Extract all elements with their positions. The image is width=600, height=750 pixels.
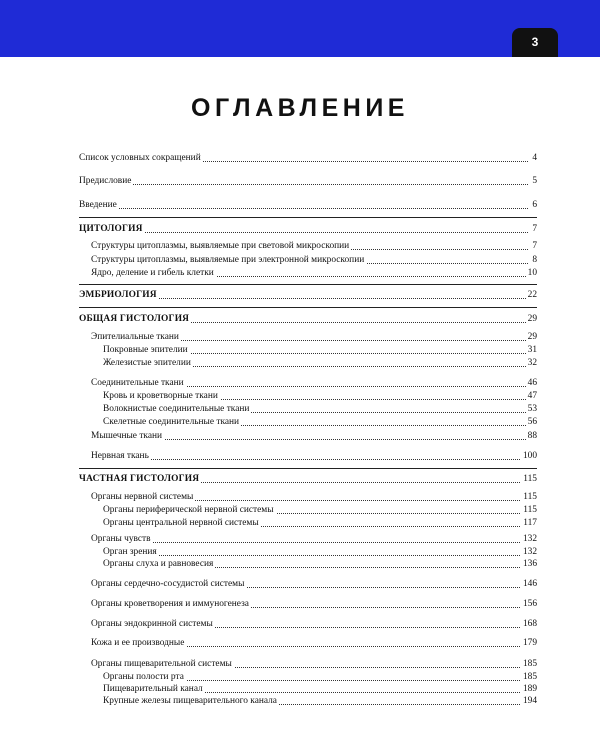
toc-page-number: 168: [522, 619, 537, 629]
toc-entry: [0, 657, 600, 671]
toc-page-number: 185: [522, 659, 537, 669]
toc-page-number: 4: [532, 153, 537, 163]
toc-entry: [0, 389, 600, 403]
page-title: ОГЛАВЛЕНИЕ: [191, 94, 409, 122]
toc-section-label: ОБЩАЯ ГИСТОЛОГИЯ: [79, 314, 190, 324]
toc-page-number: 115: [523, 492, 537, 502]
toc-page-number: 53: [527, 404, 537, 414]
toc-page-number: 194: [522, 696, 537, 706]
toc-entry-label: Органы кроветворения и иммуногенеза: [91, 599, 249, 609]
toc-entry: [0, 415, 600, 429]
section-divider: [79, 284, 537, 285]
toc-entry: [0, 636, 600, 650]
toc-entry-label: Крупные железы пищеварительного канала: [103, 696, 277, 706]
toc-page-number: 31: [527, 345, 537, 355]
toc-entry-label: Органы нервной системы: [91, 492, 194, 502]
toc-entry-label: Орган зрения: [103, 547, 157, 557]
toc-entry: [0, 597, 600, 611]
toc-entry-label: Нервная ткань: [91, 451, 149, 461]
toc-entry-label: Органы центральной нервной системы: [103, 518, 259, 528]
toc-entry: [0, 532, 600, 546]
toc-page-number: 32: [527, 358, 537, 368]
toc-entry-label: Покровные эпителии: [103, 345, 188, 355]
toc-entry-label: Скелетные соединительные ткани: [103, 417, 240, 427]
toc-page-number: 115: [523, 505, 537, 515]
toc-section-heading: [0, 312, 600, 326]
toc-entry: [0, 402, 600, 416]
section-divider: [79, 468, 537, 469]
toc-page-number: 29: [527, 332, 537, 342]
toc-page-number: 146: [522, 579, 537, 589]
toc-section-label: ЦИТОЛОГИЯ: [79, 224, 143, 234]
dot-leader: [82, 208, 528, 209]
dot-leader: [94, 459, 528, 460]
section-divider: [79, 217, 537, 218]
toc-entry: [0, 266, 600, 280]
toc-page-number: 156: [522, 599, 537, 609]
toc-entry: [0, 503, 600, 517]
toc-page-number: 115: [523, 474, 537, 484]
toc-entry-label: Пищеварительный канал: [103, 684, 203, 694]
toc-page-number: 179: [522, 638, 537, 648]
toc-entry-label: Структуры цитоплазмы, выявляемые при электронной микроскопии: [91, 255, 365, 265]
toc-entry-label: Структуры цитоплазмы, выявляемые при световой микроскопии: [91, 241, 350, 251]
toc-page-number: 132: [522, 547, 537, 557]
toc-entry: [0, 239, 600, 253]
toc-entry-label: Органы полости рта: [103, 672, 184, 682]
toc-entry-label: Кожа и ее производные: [91, 638, 185, 648]
toc-entry-label: Органы пищеварительной системы: [91, 659, 232, 669]
toc-page-number: 100: [522, 451, 537, 461]
toc-page-number: 8: [532, 255, 537, 265]
dot-leader: [106, 555, 528, 556]
toc-page-number: 46: [527, 378, 537, 388]
toc-page-number: 7: [532, 241, 537, 251]
toc-entry-label: Ядро, деление и гибель клетки: [91, 268, 214, 278]
toc-entry-label: Список условных сокращений: [79, 153, 201, 163]
toc-page-number: 22: [527, 290, 537, 300]
toc-section-heading: [0, 472, 600, 486]
toc-entry: [0, 617, 600, 631]
toc-page-number: 189: [522, 684, 537, 694]
dot-leader: [82, 232, 528, 233]
toc-entry-label: Волокнистые соединительные ткани: [103, 404, 250, 414]
toc-entry-label: Органы сердечно-сосудистой системы: [91, 579, 245, 589]
toc-entry-label: Мышечные ткани: [91, 431, 163, 441]
toc-entry-label: Органы периферической нервной системы: [103, 505, 274, 515]
toc-entry: [0, 356, 600, 370]
toc-page-number: 136: [522, 559, 537, 569]
toc-page-number: 117: [523, 518, 537, 528]
toc-entry: [0, 330, 600, 344]
dot-leader: [82, 184, 528, 185]
page-number-tab: 3: [512, 28, 558, 57]
toc-entry: [0, 174, 600, 188]
toc-page-number: 47: [527, 391, 537, 401]
toc-entry: [0, 557, 600, 571]
toc-entry-label: Предисловие: [79, 176, 132, 186]
toc-section-heading: [0, 288, 600, 302]
toc-entry-label: Органы чувств: [91, 534, 151, 544]
toc-entry: [0, 516, 600, 530]
toc-entry-label: Кровь и кроветворные ткани: [103, 391, 218, 401]
toc-entry: [0, 376, 600, 390]
toc-entry: [0, 198, 600, 212]
toc-page-number: 6: [532, 200, 537, 210]
toc-entry: [0, 694, 600, 708]
toc-entry-label: Эпителиальные ткани: [91, 332, 179, 342]
toc-page-number: 88: [527, 431, 537, 441]
toc-page-number: 132: [522, 534, 537, 544]
toc-entry: [0, 449, 600, 463]
toc-entry: [0, 151, 600, 165]
toc-page-number: 10: [527, 268, 537, 278]
toc-entry: [0, 429, 600, 443]
toc-entry-label: Органы слуха и равновесия: [103, 559, 214, 569]
toc-entry-label: Железистые эпителии: [103, 358, 191, 368]
dot-leader: [94, 542, 528, 543]
toc-entry: [0, 253, 600, 267]
toc-entry: [0, 343, 600, 357]
toc-entry: [0, 577, 600, 591]
toc-page-number: 185: [522, 672, 537, 682]
toc-page-number: 7: [532, 224, 537, 234]
toc-entry-label: Введение: [79, 200, 117, 210]
toc-section-label: ЭМБРИОЛОГИЯ: [79, 290, 157, 300]
toc-entry-label: Органы эндокринной системы: [91, 619, 213, 629]
toc-page-number: 5: [532, 176, 537, 186]
toc-page-number: 56: [527, 417, 537, 427]
toc-section-heading: [0, 222, 600, 236]
toc-entry-label: Соединительные ткани: [91, 378, 184, 388]
toc-page-number: 29: [527, 314, 537, 324]
toc-entry: [0, 490, 600, 504]
toc-section-label: ЧАСТНАЯ ГИСТОЛОГИЯ: [79, 474, 200, 484]
section-divider: [79, 307, 537, 308]
